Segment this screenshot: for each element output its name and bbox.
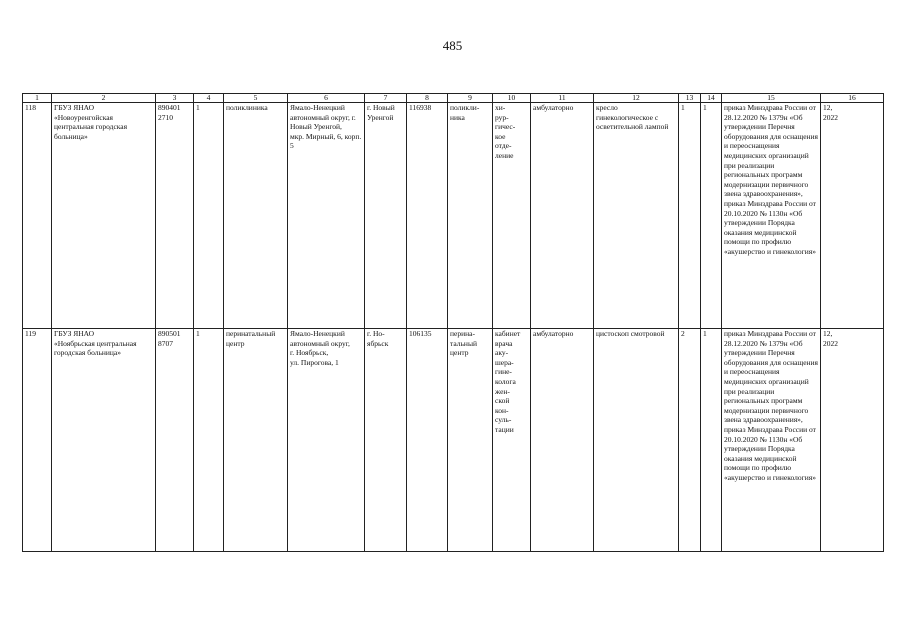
column-number: 15 [722, 94, 821, 103]
equipment-table [22, 93, 884, 552]
quantity-cell: 1 [701, 329, 722, 552]
unit-cell: перина- тальный центр [448, 329, 493, 552]
quantity-cell: 1 [701, 103, 722, 329]
quantity-cell: 1 [679, 103, 701, 329]
page-number: 485 [442, 38, 463, 53]
facility-type-cell: перинатальный центр [224, 329, 288, 552]
table-row [23, 329, 884, 552]
column-number: 3 [156, 94, 194, 103]
care-mode-cell: амбулаторно [531, 103, 594, 329]
column-number: 4 [194, 94, 224, 103]
facility-type-cell: поликлиника [224, 103, 288, 329]
column-number: 8 [407, 94, 448, 103]
column-number: 9 [448, 94, 493, 103]
unit-cell: поликли- ника [448, 103, 493, 329]
city-cell: г. Новый Уренгой [365, 103, 407, 329]
code-cell: 106135 [407, 329, 448, 552]
column-number: 12 [594, 94, 679, 103]
column-number: 10 [493, 94, 531, 103]
organization-cell: ГБУЗ ЯНАО «Новоуренгойская центральная городская больница» [52, 103, 156, 329]
address-cell: Ямало-Ненецкий автономный округ, г. Новый Уренгой, мкр. Мирный, 6, корп. 5 [288, 103, 365, 329]
quantity-cell: 2 [679, 329, 701, 552]
row-index-cell: 119 [23, 329, 52, 552]
column-number: 16 [821, 94, 884, 103]
column-number: 14 [701, 94, 722, 103]
code-cell: 116938 [407, 103, 448, 329]
period-cell: 12, 2022 [821, 329, 884, 552]
department-cell: хи- рур- гичес- кое отде- ление [493, 103, 531, 329]
inn-cell: 890401 2710 [156, 103, 194, 329]
column-number: 2 [52, 94, 156, 103]
organization-cell: ГБУЗ ЯНАО «Ноябрьская центральная городская больница» [52, 329, 156, 552]
column-number: 6 [288, 94, 365, 103]
equipment-cell: цистоскоп смотровой [594, 329, 679, 552]
table-row [23, 103, 884, 329]
department-cell: кабинет врача аку- шера- гине- колога жен- ской кон- суль- тации [493, 329, 531, 552]
column-number: 1 [23, 94, 52, 103]
column-number: 11 [531, 94, 594, 103]
column-numbers-row [23, 94, 884, 103]
city-cell: г. Но- ябрьск [365, 329, 407, 552]
column-number: 13 [679, 94, 701, 103]
column-number: 7 [365, 94, 407, 103]
period-cell: 12, 2022 [821, 103, 884, 329]
address-cell: Ямало-Ненецкий автономный округ, г. Ноябрьск, ул. Пирогова, 1 [288, 329, 365, 552]
legal-basis-cell: приказ Минздрава России от 28.12.2020 № 1379н «Об утверждении Перечня оборудования для оснащения и переоснащения медицинских организаций при реализации региональных программ модернизации первичного звена здравоохранения», приказ Минздрава России от 20.10.2020 № 1130н «Об утверждении Порядка оказания медицинской помощи по профилю «акушерство и гинекология» [722, 103, 821, 329]
column-number: 5 [224, 94, 288, 103]
inn-cell: 890501 8707 [156, 329, 194, 552]
count-cell: 1 [194, 103, 224, 329]
care-mode-cell: амбулаторно [531, 329, 594, 552]
row-index-cell: 118 [23, 103, 52, 329]
count-cell: 1 [194, 329, 224, 552]
legal-basis-cell: приказ Минздрава России от 28.12.2020 № 1379н «Об утверждении Перечня оборудования для оснащения и переоснащения медицинских организаций при реализации региональных программ модернизации первичного звена здравоохранения», приказ Минздрава России от 20.10.2020 № 1130н «Об утверждении Порядка оказания медицинской помощи по профилю «акушерство и гинекология» [722, 329, 821, 552]
equipment-cell: кресло гинекологическое с осветительной лампой [594, 103, 679, 329]
